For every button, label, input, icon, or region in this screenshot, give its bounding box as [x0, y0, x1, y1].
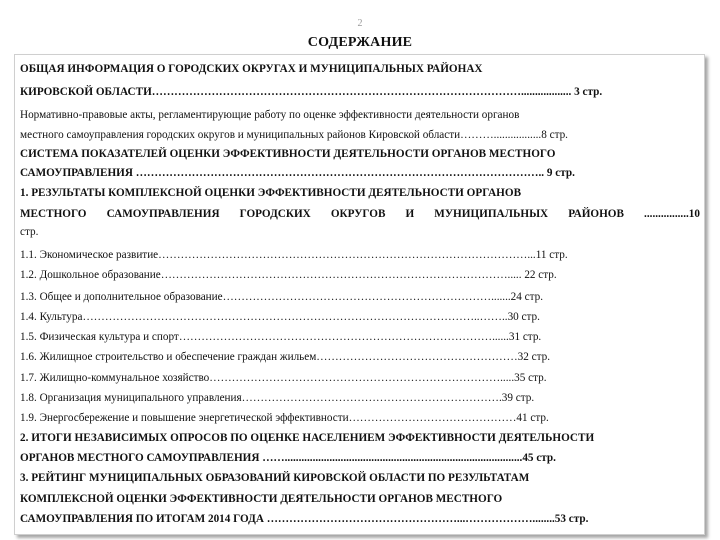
- toc-line: стр.: [20, 226, 39, 238]
- toc-line: 1.9. Энергосбережение и повышение энергетической эффективности………………………………………41 стр.: [20, 412, 549, 424]
- toc-line: 1.6. Жилищное строительство и обеспечение граждан жильем………………………………………………32 стр.: [20, 351, 551, 363]
- toc-line: 1.5. Физическая культура и спорт…………………………………………………………………………......31 стр.: [20, 331, 542, 343]
- toc-line: 1. РЕЗУЛЬТАТЫ КОМПЛЕКСНОЙ ОЦЕНКИ ЭФФЕКТИВНОСТИ ДЕЯТЕЛЬНОСТИ ОРГАНОВ: [20, 187, 522, 199]
- page-number: 2: [357, 18, 363, 29]
- toc-line: 1.7. Жилищно-коммунальное хозяйство…………………………………………………………………….....35 стр.: [20, 372, 547, 384]
- toc-line: МЕСТНОГО САМОУПРАВЛЕНИЯ ГОРОДСКИХ ОКРУГОВ И МУНИЦИПАЛЬНЫХ РАЙОНОВ ................10: [20, 208, 700, 220]
- toc-line: местного самоуправления городских округов и муниципальных районов Кировской области……….................8 стр.: [20, 129, 568, 141]
- toc-line: Нормативно-правовые акты, регламентирующие работу по оценке эффективности деятельности органов: [20, 109, 520, 121]
- toc-line: 2. ИТОГИ НЕЗАВИСИМЫХ ОПРОСОВ ПО ОЦЕНКЕ НАСЕЛЕНИЕМ ЭФФЕКТИВНОСТИ ДЕЯТЕЛЬНОСТИ: [20, 432, 595, 444]
- toc-line: САМОУПРАВЛЕНИЯ ……………………………………………………………………………………………….. 9 стр.: [20, 167, 575, 179]
- toc-line: 1.4. Культура……………………………………………………………………………………………..……..30 стр.: [20, 311, 540, 323]
- toc-line: САМОУПРАВЛЕНИЯ ПО ИТОГАМ 2014 ГОДА ……………………………………………...………………........53 стр.: [20, 513, 589, 525]
- toc-line: ОБЩАЯ ИНФОРМАЦИЯ О ГОРОДСКИХ ОКРУГАХ И МУНИЦИПАЛЬНЫХ РАЙОНАХ: [20, 63, 483, 75]
- toc-line: СИСТЕМА ПОКАЗАТЕЛЕЙ ОЦЕНКИ ЭФФЕКТИВНОСТИ ДЕЯТЕЛЬНОСТИ ОРГАНОВ МЕСТНОГО: [20, 148, 556, 160]
- toc-line: КОМПЛЕКСНОЙ ОЦЕНКИ ЭФФЕКТИВНОСТИ ДЕЯТЕЛЬНОСТИ ОРГАНОВ МЕСТНОГО: [20, 493, 503, 505]
- toc-line: КИРОВСКОЙ ОБЛАСТИ……………………………………………………………………………………….................. 3 стр.: [20, 86, 603, 98]
- toc-line: 1.8. Организация муниципального управления…………………………………………………………….39 стр.: [20, 392, 535, 404]
- toc-line: 1.1. Экономическое развитие………………………………………………………………………………………...11 стр.: [20, 249, 568, 261]
- toc-line: 1.2. Дошкольное образование…………………………………………………………………………………..... 22 стр.: [20, 269, 557, 281]
- toc-line: ОРГАНОВ МЕСТНОГО САМОУПРАВЛЕНИЯ …….....................................................................................45 стр.: [20, 452, 556, 464]
- page-title: СОДЕРЖАНИЕ: [307, 35, 413, 50]
- toc-line: 1.3. Общее и дополнительное образование……………………………………………………………….......24 стр.: [20, 291, 544, 303]
- toc-line: 3. РЕЙТИНГ МУНИЦИПАЛЬНЫХ ОБРАЗОВАНИЙ КИРОВСКОЙ ОБЛАСТИ ПО РЕЗУЛЬТАТАМ: [20, 472, 530, 484]
